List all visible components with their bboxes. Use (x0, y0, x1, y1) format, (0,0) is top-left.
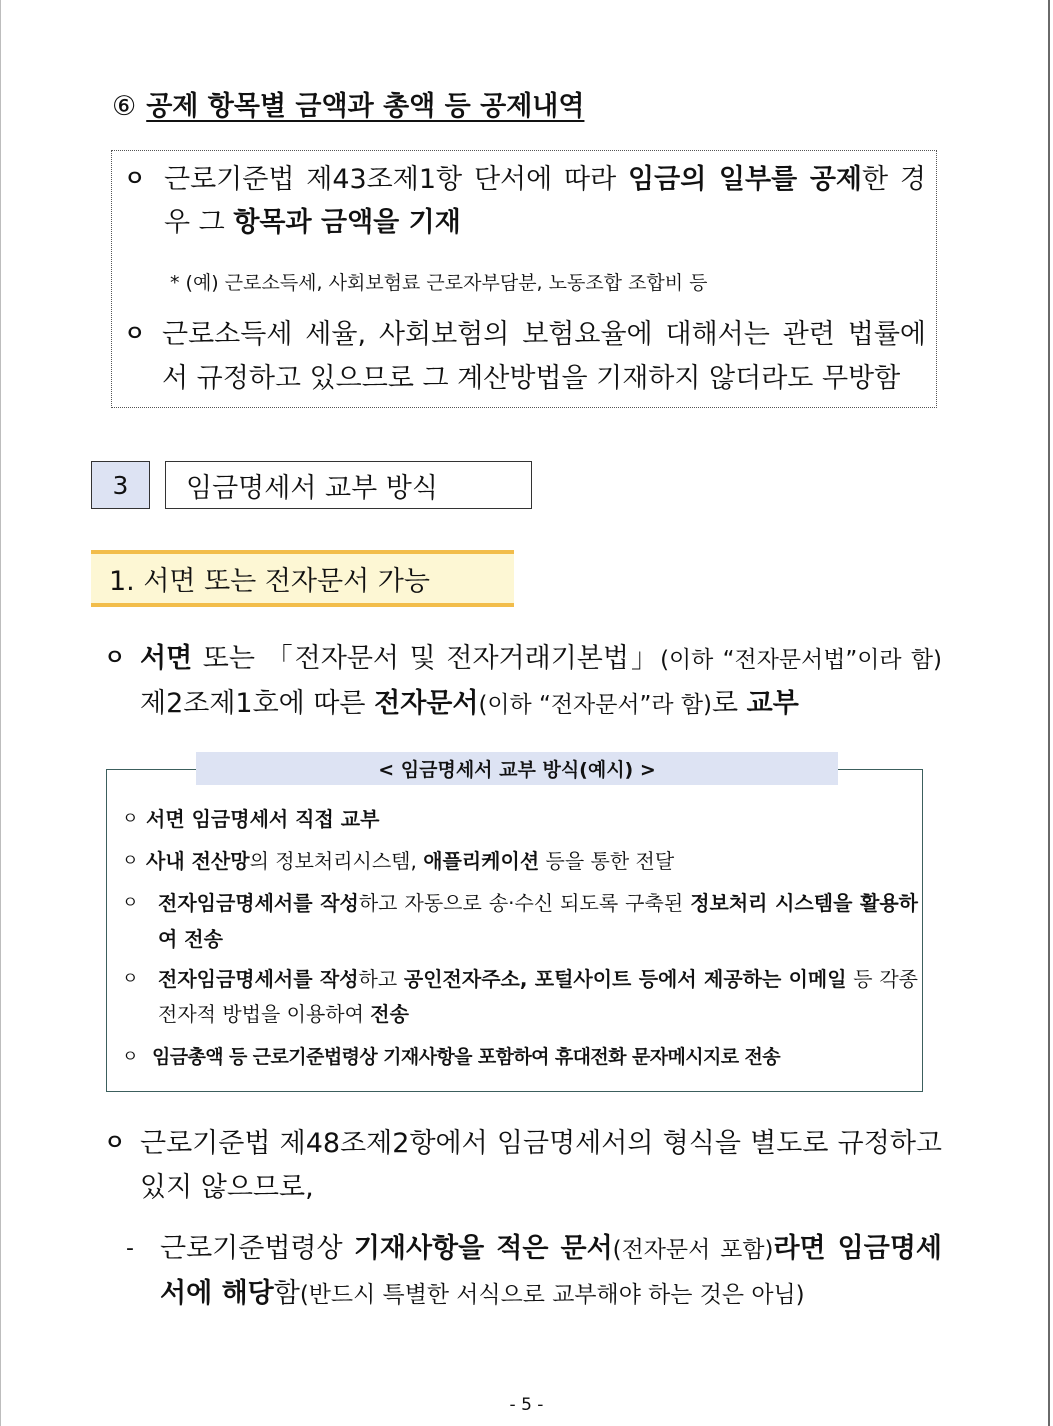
bullet-mark: ㅇ (122, 1047, 139, 1067)
page-edge-right (1048, 0, 1050, 1426)
paper-or-electronic-text: 서면 또는 「전자문서 및 전자거래기본법」(이하 “전자문서법”이라 함) 제2조제1호에 따른 전자문서(이하 “전자문서”라 함)로 교부 (140, 643, 942, 719)
bullet-mark: ㅇ (104, 646, 126, 671)
example-item-2-text: 사내 전산망의 정보처리시스템, 애플리케이션 등을 통한 전달 (146, 849, 675, 873)
paper-or-electronic-bullet (104, 637, 942, 727)
subsection-1-title: 1. 서면 또는 전자문서 가능 (91, 550, 514, 607)
section-3-number: 3 (91, 461, 150, 509)
bullet-mark: ㅇ (124, 167, 146, 192)
example-item-5 (122, 1038, 912, 1076)
section-6-heading (112, 84, 584, 123)
example-item-3 (122, 885, 918, 957)
deduction-example-note: * (예) 근로소득세, 사회보험료 근로자부담분, 노동조합 조합비 등 (170, 272, 708, 294)
deduction-bullet-1 (124, 158, 926, 244)
bullet-mark: ㅇ (122, 809, 139, 829)
bullet-mark: ㅇ (122, 893, 139, 913)
written-document-dash-item (126, 1227, 942, 1317)
deduction-bullet-1-text: 근로기준법 제43조제1항 단서에 따라 임금의 일부를 공제한 경우 그 항목과 금액을 기재 (164, 164, 926, 238)
section-3-title: 임금명세서 교부 방식 (165, 461, 532, 509)
section-6-title: 공제 항목별 금액과 총액 등 공제내역 (146, 91, 585, 122)
example-item-5-text: 임금총액 등 근로기준법령상 기재사항을 포함하여 휴대전화 문자메시지로 전송 (152, 1046, 780, 1068)
page-edge-left (0, 0, 1, 1426)
bullet-mark: ㅇ (104, 1131, 126, 1156)
example-item-1 (122, 800, 912, 838)
example-item-4-text: 전자임금명세서를 작성하고 공인전자주소, 포털사이트 등에서 제공하는 이메일 등 각종 전자적 방법을 이용하여 전송 (158, 967, 918, 1026)
section-6-number: ⑥ (112, 91, 137, 122)
bullet-mark: ㅇ (122, 851, 139, 871)
page-number: - 5 - (509, 1395, 544, 1415)
deduction-bullet-2-text: 근로소득세 세율, 사회보험의 보험요율에 대해서는 관련 법률에서 규정하고 있으므로 그 계산방법을 기재하지 않더라도 무방함 (162, 319, 926, 394)
written-document-text: 근로기준법령상 기재사항을 적은 문서(전자문서 포함)라면 임금명세서에 해당함(반드시 특별한 서식으로 교부해야 하는 것은 아님) (160, 1233, 942, 1309)
example-item-2 (122, 842, 912, 880)
no-form-requirement-text: 근로기준법 제48조제2항에서 임금명세서의 형식을 별도로 규정하고 있지 않으므로, (140, 1128, 942, 1203)
bullet-mark: ㅇ (124, 322, 146, 347)
deduction-bullet-2 (124, 313, 926, 401)
example-item-3-text: 전자임금명세서를 작성하고 자동으로 송·수신 되도록 구축된 정보처리 시스템을 활용하여 전송 (158, 891, 918, 951)
example-box-title: < 임금명세서 교부 방식(예시) > (196, 752, 838, 785)
no-form-requirement-bullet (104, 1122, 942, 1210)
example-item-4 (122, 962, 918, 1032)
example-item-1-text: 서면 임금명세서 직접 교부 (146, 807, 380, 831)
bullet-mark: ㅇ (122, 969, 139, 989)
dash-mark: - (126, 1236, 134, 1261)
